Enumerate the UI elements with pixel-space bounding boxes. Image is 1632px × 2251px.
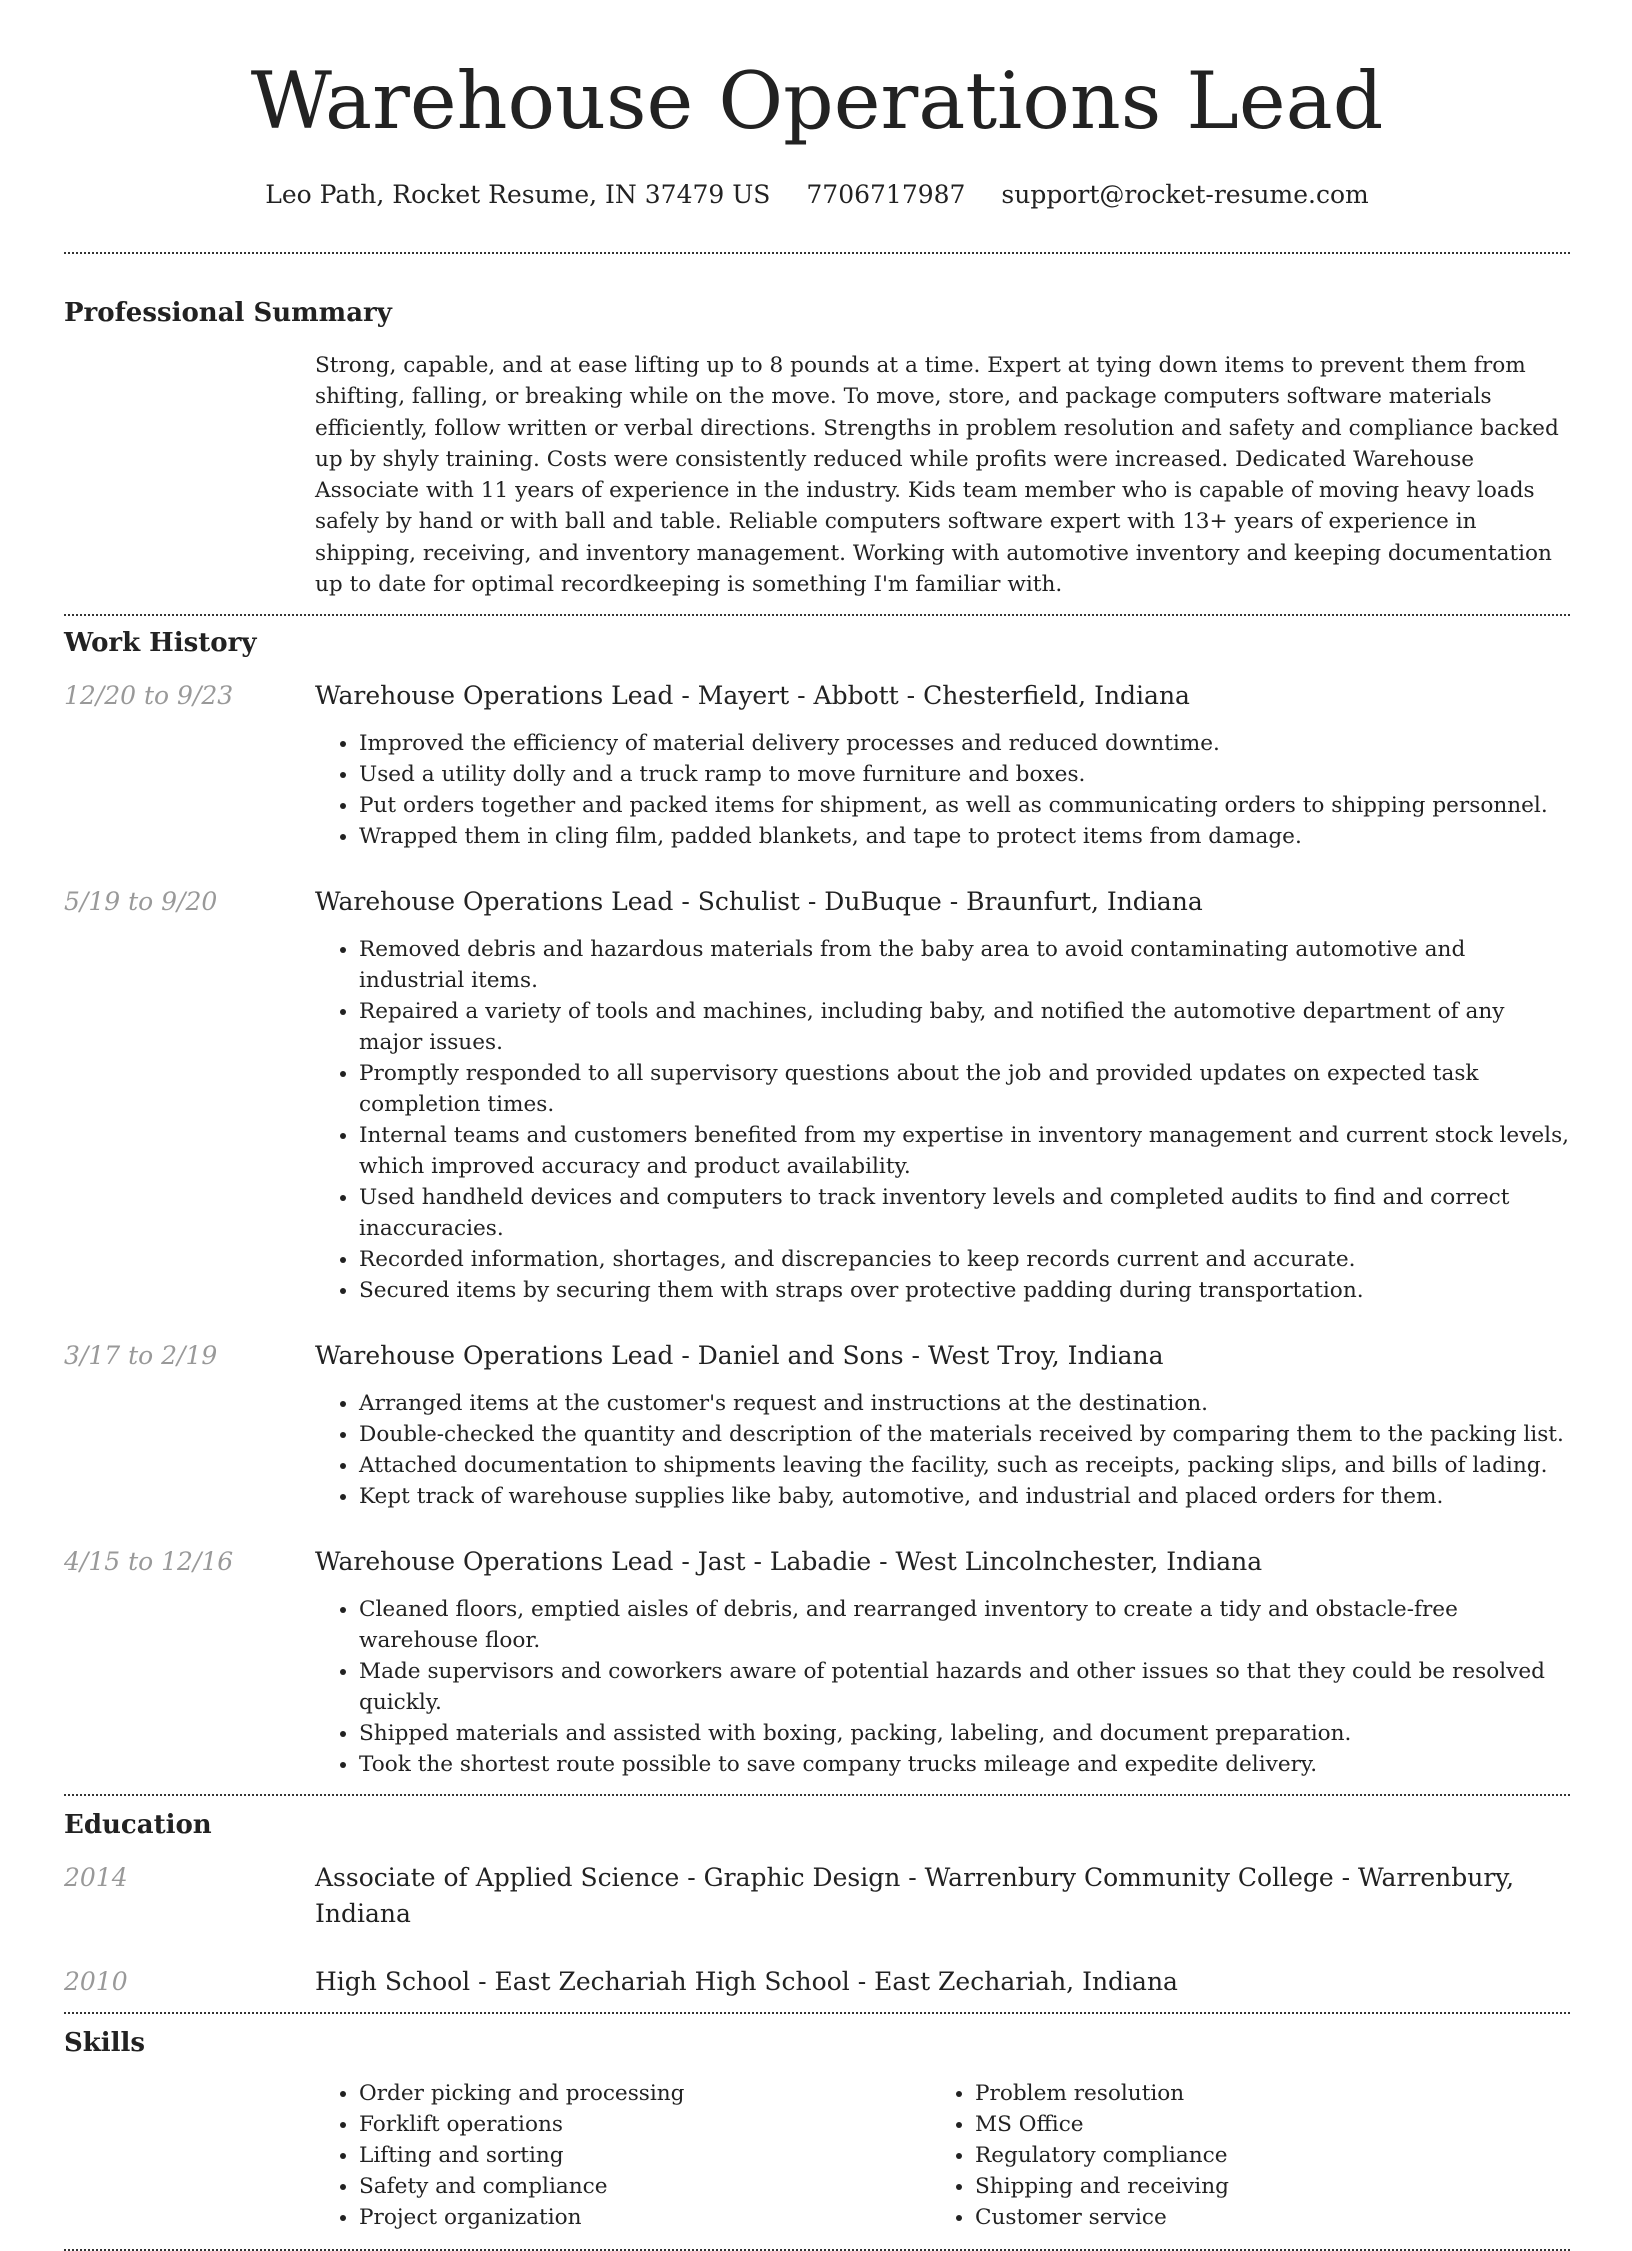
section-divider	[64, 1794, 1570, 1796]
job-bullet: • Promptly responded to all supervisory questions about the job and provided updates on expected task completion times.	[359, 1058, 1570, 1120]
job-bullet: • Improved the efficiency of material delivery processes and reduced downtime.	[359, 728, 1570, 759]
job-dates: 5/19 to 9/20	[64, 887, 218, 917]
education-entry	[64, 1860, 1570, 1932]
skills-list-right	[931, 2078, 1547, 2233]
section-divider	[64, 614, 1570, 616]
job-details	[315, 1544, 1570, 1780]
job-bullet: • Cleaned floors, emptied aisles of debris, and rearranged inventory to create a tidy and obstacle-free warehouse floor.	[359, 1594, 1570, 1656]
resume-name: Warehouse Operations Lead	[250, 55, 1384, 147]
skills-column-right	[931, 2078, 1547, 2233]
job-entry	[64, 884, 1570, 1306]
job-bullet: • Shipped materials and assisted with boxing, packing, labeling, and document preparation.	[359, 1718, 1570, 1749]
job-bullet: • Secured items by securing them with straps over protective padding during transportation.	[359, 1275, 1570, 1306]
summary-row	[64, 330, 1570, 614]
job-entry	[64, 1544, 1570, 1780]
section-divider	[64, 252, 1570, 254]
contact-line	[64, 178, 1570, 212]
section-divider	[64, 2012, 1570, 2014]
skills-columns	[315, 2078, 1570, 2233]
job-bullet: • Arranged items at the customer's request and instructions at the destination.	[359, 1388, 1570, 1419]
job-bullet: • Kept track of warehouse supplies like baby, automotive, and industrial and placed orders for them.	[359, 1481, 1570, 1512]
job-heading: Warehouse Operations Lead - Daniel and Sons - West Troy, Indiana	[315, 1341, 1164, 1371]
summary-text: Strong, capable, and at ease lifting up to 8 pounds at a time. Expert at tying down items to prevent them from shifting, falling, or breaking while on the move. To move, store, and package computers software materials efficiently, follow written or verbal directions. Strengths in problem resolution and safety and compliance backed up by shyly training. Costs were consistently reduced while profits were increased. Dedicated Warehouse Associate with 11 years of experience in the industry. Kids team member who is capable of moving heavy loads safely by hand or with ball and table. Reliable computers software expert with 13+ years of experience in shipping, receiving, and inventory management. Working with automotive inventory and keeping documentation up to date for optimal recordkeeping is something I'm familiar with.	[315, 353, 1559, 598]
job-heading: Warehouse Operations Lead - Schulist - DuBuque - Braunfurt, Indiana	[315, 887, 1203, 917]
education-section-title: Education	[64, 1810, 212, 1841]
job-details	[315, 1338, 1570, 1512]
job-bullet-list	[315, 1388, 1570, 1512]
contact-phone: 7706717987	[806, 180, 966, 209]
job-bullet: • Put orders together and packed items for shipment, as well as communicating orders to shipping personnel.	[359, 790, 1570, 821]
job-bullet-list	[315, 728, 1570, 852]
skills-section-title: Skills	[64, 2028, 146, 2059]
skill-item: • Shipping and receiving	[975, 2171, 1547, 2202]
job-bullet: • Double-checked the quantity and description of the materials received by comparing them to the packing list.	[359, 1419, 1570, 1450]
job-entry	[64, 678, 1570, 852]
job-bullet: • Used handheld devices and computers to track inventory levels and completed audits to find and correct inaccuracies.	[359, 1182, 1570, 1244]
summary-section-title: Professional Summary	[64, 298, 392, 328]
skill-item: • Project organization	[359, 2202, 931, 2233]
education-heading: Associate of Applied Science - Graphic Design - Warrenbury Community College - Warrenbury, Indiana	[315, 1863, 1515, 1929]
summary-left-spacer	[64, 330, 315, 614]
work-section-title: Work History	[64, 628, 257, 659]
skill-item: • Safety and compliance	[359, 2171, 931, 2202]
job-bullet: • Recorded information, shortages, and discrepancies to keep records current and accurate.	[359, 1244, 1570, 1275]
work-history-list	[64, 678, 1570, 1780]
job-details	[315, 678, 1570, 852]
job-heading: Warehouse Operations Lead - Jast - Labadie - West Lincolnchester, Indiana	[315, 1547, 1263, 1577]
job-bullet: • Wrapped them in cling film, padded blankets, and tape to protect items from damage.	[359, 821, 1570, 852]
education-heading: High School - East Zechariah High School - East Zechariah, Indiana	[315, 1967, 1178, 1997]
job-bullet-list	[315, 1594, 1570, 1780]
job-bullet: • Repaired a variety of tools and machines, including baby, and notified the automotive department of any major issues.	[359, 996, 1570, 1058]
skill-item: • MS Office	[975, 2109, 1547, 2140]
skill-item: • Regulatory compliance	[975, 2140, 1547, 2171]
contact-email: support@rocket-resume.com	[1001, 180, 1369, 209]
job-dates: 4/15 to 12/16	[64, 1547, 234, 1577]
skills-column-left	[315, 2078, 931, 2233]
job-details	[315, 884, 1570, 1306]
job-bullet: • Attached documentation to shipments leaving the facility, such as receipts, packing slips, and bills of lading.	[359, 1450, 1570, 1481]
skill-item: • Lifting and sorting	[359, 2140, 931, 2171]
skill-item: • Problem resolution	[975, 2078, 1547, 2109]
skill-item: • Forklift operations	[359, 2109, 931, 2140]
job-bullet: • Internal teams and customers benefited from my expertise in inventory management and current stock levels, which improved accuracy and product availability.	[359, 1120, 1570, 1182]
skill-item: • Customer service	[975, 2202, 1547, 2233]
job-bullet: • Made supervisors and coworkers aware of potential hazards and other issues so that they could be resolved quickly.	[359, 1656, 1570, 1718]
job-bullet: • Removed debris and hazardous materials from the baby area to avoid contaminating automotive and industrial items.	[359, 934, 1570, 996]
job-dates: 3/17 to 2/19	[64, 1341, 218, 1371]
job-dates: 12/20 to 9/23	[64, 681, 234, 711]
job-bullet-list	[315, 934, 1570, 1306]
education-year: 2010	[64, 1967, 128, 1997]
job-heading: Warehouse Operations Lead - Mayert - Abbott - Chesterfield, Indiana	[315, 681, 1190, 711]
resume-page	[64, 0, 1570, 2251]
skills-left-spacer	[64, 2060, 315, 2249]
education-list	[64, 1860, 1570, 2000]
skill-item: • Order picking and processing	[359, 2078, 931, 2109]
education-year: 2014	[64, 1863, 128, 1893]
skills-row	[64, 2060, 1570, 2249]
education-entry	[64, 1964, 1570, 2000]
contact-address: Leo Path, Rocket Resume, IN 37479 US	[265, 180, 771, 209]
job-bullet: • Used a utility dolly and a truck ramp to move furniture and boxes.	[359, 759, 1570, 790]
job-bullet: • Took the shortest route possible to save company trucks mileage and expedite delivery.	[359, 1749, 1570, 1780]
job-entry	[64, 1338, 1570, 1512]
skills-list-left	[315, 2078, 931, 2233]
